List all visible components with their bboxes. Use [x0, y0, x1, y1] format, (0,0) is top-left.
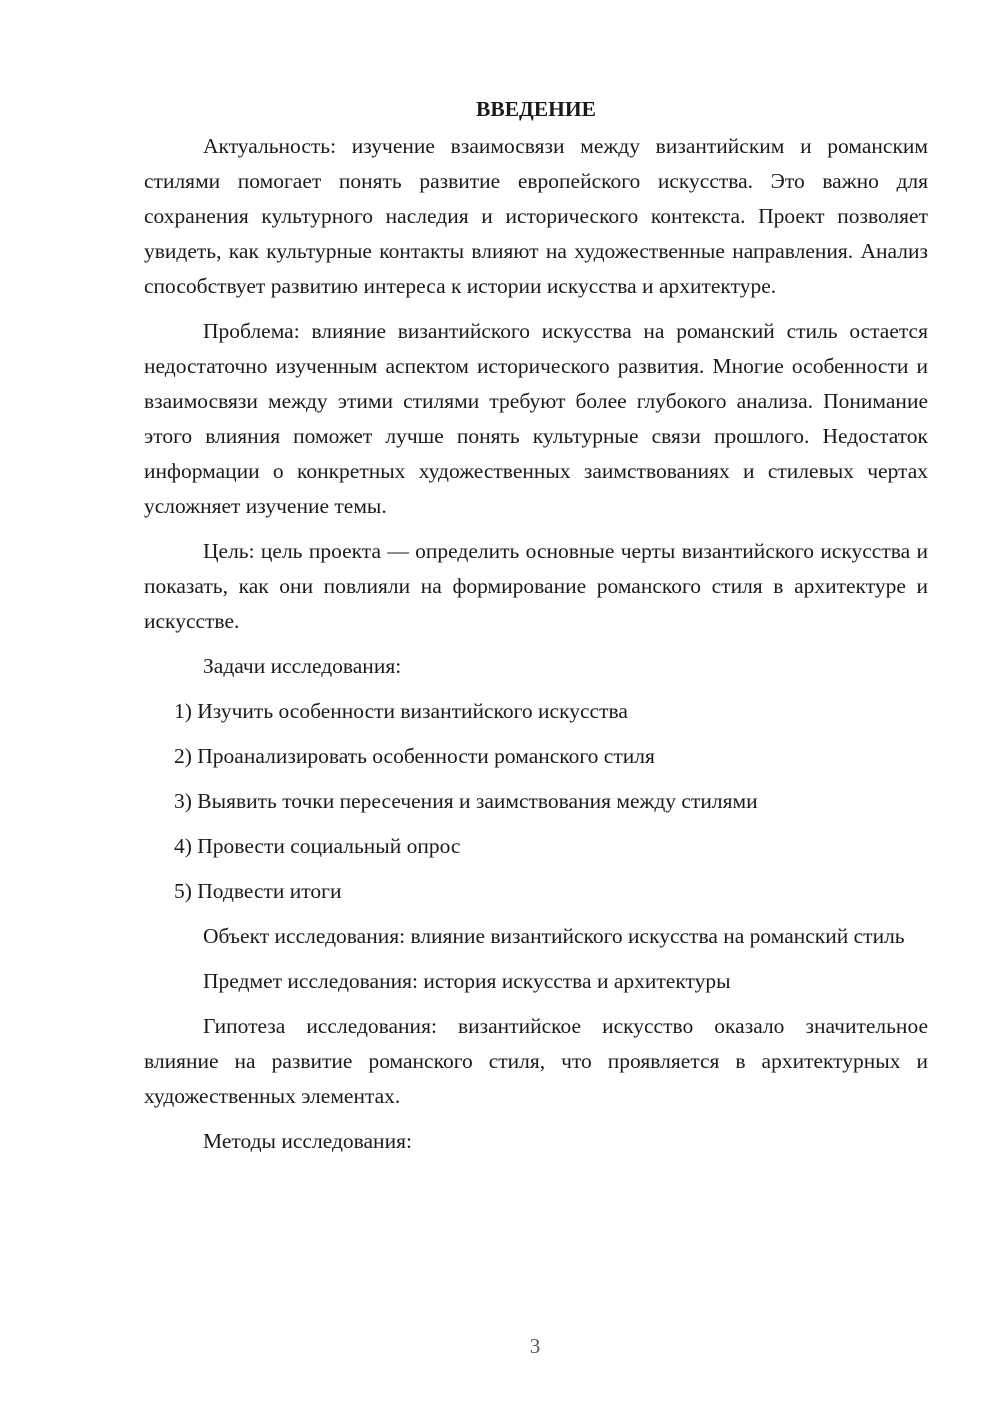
problem-paragraph: Проблема: влияние византийского искусства на романский стиль остается недостаточно изученным аспектом исторического развития. Многие особенности и взаимосвязи между этими стилями требуют более глубокого анализа. Понимание этого влияния поможет лучше понять культурные связи прошлого. Недостаток информации о конкретных художественных заимствованиях и стилевых чертах усложняет изучение темы. — [144, 319, 928, 518]
task-item: 1) Изучить особенности византийского искусства — [174, 699, 628, 723]
goal-paragraph: Цель: цель проекта — определить основные черты византийского искусства и показать, как они повлияли на формирование романского стиля в архитектуре и искусстве. — [144, 539, 928, 633]
relevance-paragraph: Актуальность: изучение взаимосвязи между византийским и романским стилями помогает понять развитие европейского искусства. Это важно для сохранения культурного наследия и исторического контекста. Проект позволяет увидеть, как культурные контакты влияют на художественные направления. Анализ способствует развитию интереса к истории искусства и архитектуре. — [144, 134, 928, 298]
task-item: 5) Подвести итоги — [174, 879, 342, 903]
hypothesis-paragraph: Гипотеза исследования: византийское искусство оказало значительное влияние на развитие романского стиля, что проявляется в архитектурных и художественных элементах. — [144, 1014, 928, 1108]
task-item: 3) Выявить точки пересечения и заимствования между стилями — [174, 789, 758, 813]
tasks-heading: Задачи исследования: — [203, 654, 402, 678]
subject-paragraph: Предмет исследования: история искусства и архитектуры — [203, 969, 731, 993]
task-item: 4) Провести социальный опрос — [174, 834, 461, 858]
page-number: 3 — [529, 1334, 541, 1358]
section-title: ВВЕДЕНИЕ — [476, 97, 596, 121]
methods-heading: Методы исследования: — [203, 1129, 412, 1153]
document-page — [144, 92, 928, 1169]
object-paragraph: Объект исследования: влияние византийского искусства на романский стиль — [203, 924, 905, 948]
tasks-list — [144, 694, 928, 909]
task-item: 2) Проанализировать особенности романского стиля — [174, 744, 655, 768]
